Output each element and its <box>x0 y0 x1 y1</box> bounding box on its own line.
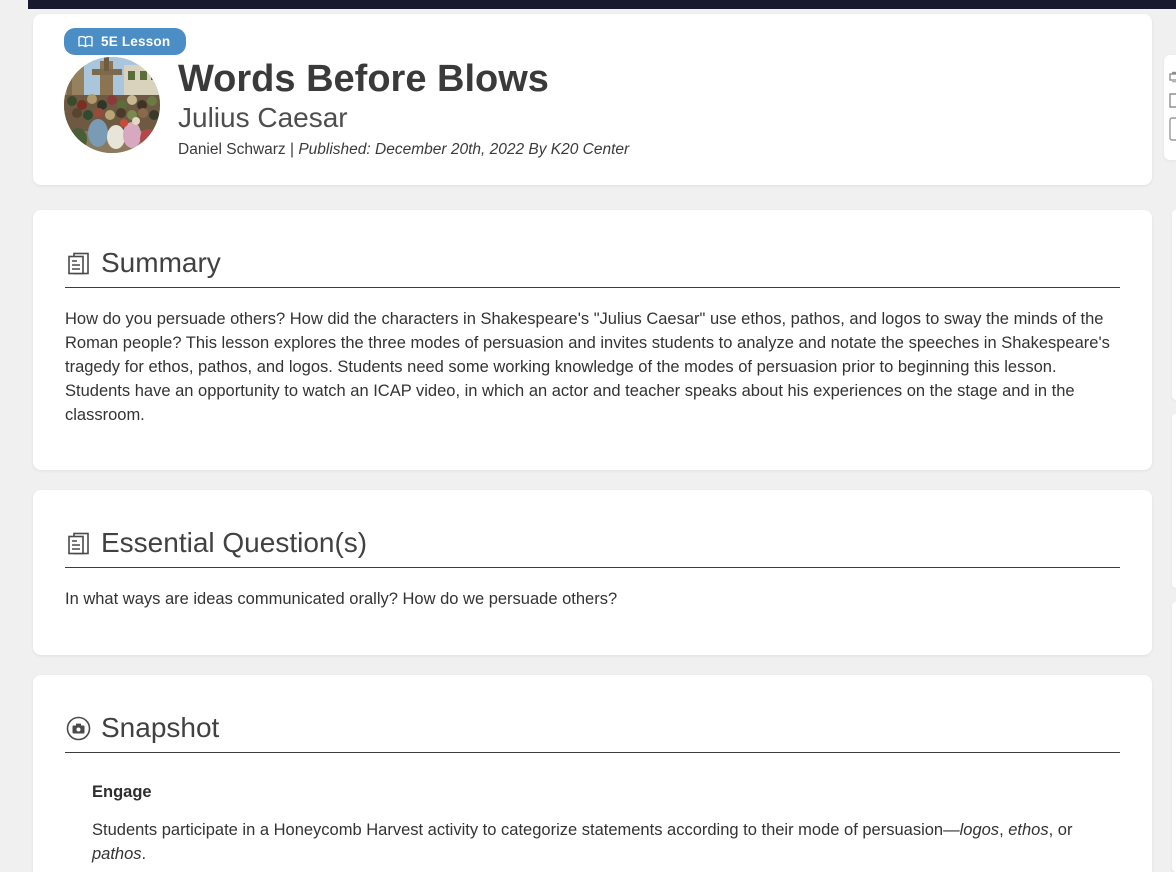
bookmark-icon[interactable] <box>1169 117 1176 141</box>
open-book-icon <box>77 35 94 49</box>
engage-text: Students participate in a Honeycomb Harvest activity to categorize statements according to their mode of persuasion—logos, ethos, or pathos. <box>92 821 1073 863</box>
document-icon[interactable] <box>1169 93 1176 108</box>
essential-questions-text: In what ways are ideas communicated orally? How do we persuade others? <box>65 590 618 608</box>
lesson-thumbnail <box>64 57 160 153</box>
section-divider <box>65 567 1120 568</box>
toolbar-rail-card <box>1164 55 1176 160</box>
lesson-type-badge <box>64 28 186 55</box>
summary-heading: Summary <box>101 247 221 278</box>
document-icon <box>65 250 92 277</box>
right-column-card <box>1172 210 1176 400</box>
engage-subheading: Engage <box>92 783 152 801</box>
lesson-subtitle: Julius Caesar <box>178 102 348 133</box>
summary-text: How do you persuade others? How did the characters in Shakespeare's "Julius Caesar" use ethos, pathos, and logos to sway the minds of the Roman people? This lesson explores the three modes of persuasion and invites students to analyze and notate the speeches in Shakespeare's tragedy for ethos, pathos, and logos. Students need some working knowledge of the modes of persuasion prior to beginning this lesson. Students have an opportunity to watch an ICAP video, in which an actor and teacher speaks about his experiences on the stage and in the classroom. <box>65 310 1110 424</box>
lesson-header-card <box>33 14 1152 185</box>
page-title: Words Before Blows <box>178 58 549 100</box>
essential-questions-heading: Essential Question(s) <box>101 527 368 558</box>
byline: Daniel Schwarz | Published: December 20th, 2022 By K20 Center <box>178 141 630 158</box>
camera-icon <box>65 715 92 742</box>
summary-section <box>33 210 1152 470</box>
right-column-card <box>1172 414 1176 588</box>
badge-label: 5E Lesson <box>101 34 171 49</box>
snapshot-heading: Snapshot <box>101 712 220 743</box>
top-dark-bar <box>28 0 1176 9</box>
section-divider <box>65 752 1120 753</box>
essential-questions-section <box>33 490 1152 655</box>
printer-icon[interactable] <box>1169 71 1176 83</box>
document-icon <box>65 530 92 557</box>
snapshot-section <box>33 675 1152 872</box>
section-divider <box>65 287 1120 288</box>
right-column-card <box>1172 602 1176 872</box>
